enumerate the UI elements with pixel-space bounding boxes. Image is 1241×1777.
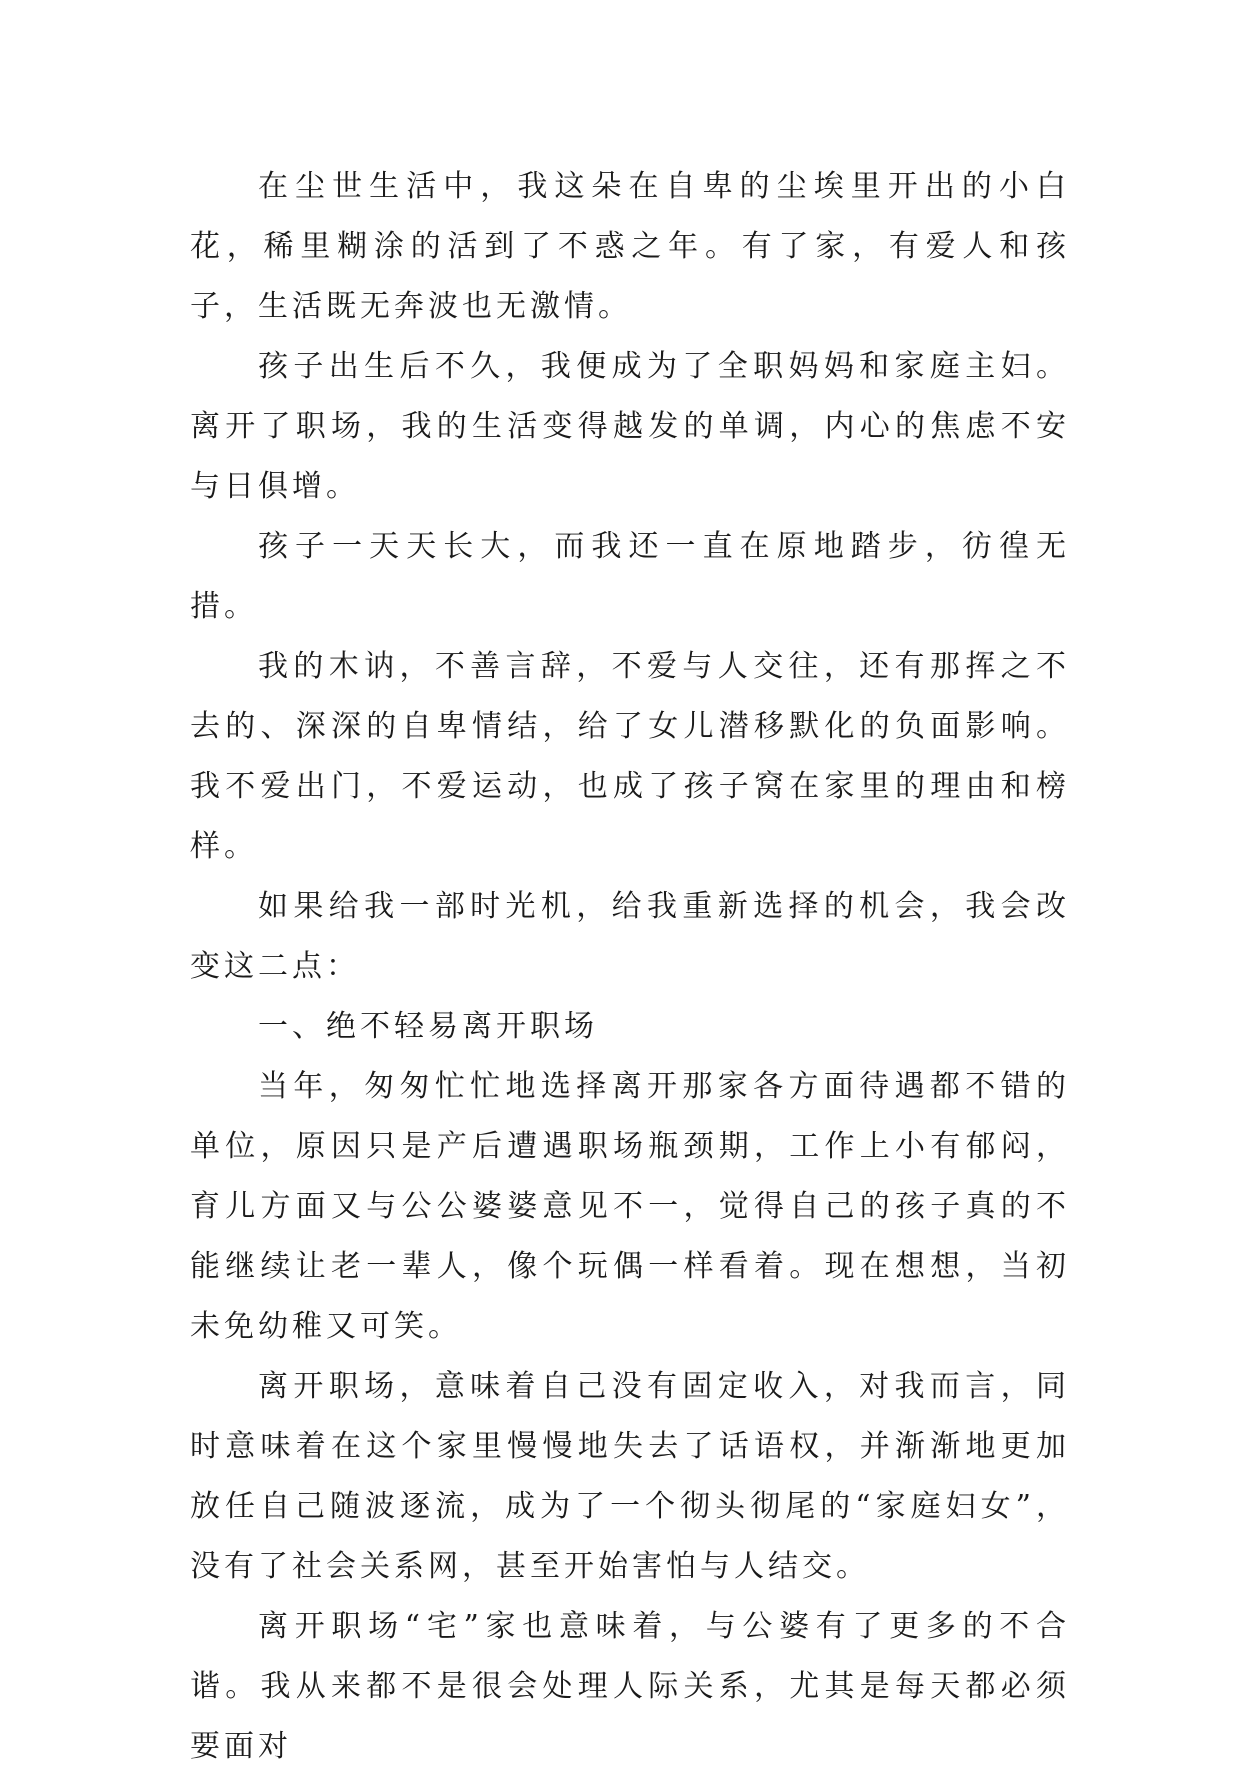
document-body	[190, 157, 1070, 1777]
paragraph-3: 孩子一天天长大，而我还一直在原地踏步，彷徨无措。	[190, 529, 1070, 624]
section-heading: 一、绝不轻易离开职场	[258, 1009, 598, 1044]
paragraph-5: 如果给我一部时光机，给我重新选择的机会，我会改变这二点：	[190, 889, 1070, 984]
paragraph-7: 离开职场，意味着自己没有固定收入，对我而言，同时意味着在这个家里慢慢地失去了话语权，并渐渐地更加放任自己随波逐流，成为了一个彻头彻尾的“家庭妇女”，没有了社会关系网，甚至开始害怕与人结交。	[190, 1369, 1070, 1584]
paragraph-1: 在尘世生活中，我这朵在自卑的尘埃里开出的小白花，稀里糊涂的活到了不惑之年。有了家，有爱人和孩子，生活既无奔波也无激情。	[190, 169, 1070, 324]
paragraph-4: 我的木讷，不善言辞，不爱与人交往，还有那挥之不去的、深深的自卑情结，给了女儿潜移默化的负面影响。我不爱出门，不爱运动，也成了孩子窝在家里的理由和榜样。	[190, 649, 1070, 864]
paragraph-2: 孩子出生后不久，我便成为了全职妈妈和家庭主妇。离开了职场，我的生活变得越发的单调，内心的焦虑不安与日俱增。	[190, 349, 1070, 504]
paragraph-6: 当年，匆匆忙忙地选择离开那家各方面待遇都不错的单位，原因只是产后遭遇职场瓶颈期，工作上小有郁闷，育儿方面又与公公婆婆意见不一，觉得自己的孩子真的不能继续让老一辈人，像个玩偶一样看着。现在想想，当初未免幼稚又可笑。	[190, 1069, 1070, 1344]
paragraph-8: 离开职场“宅”家也意味着，与公婆有了更多的不合谐。我从来都不是很会处理人际关系，尤其是每天都必须要面对	[190, 1609, 1070, 1764]
